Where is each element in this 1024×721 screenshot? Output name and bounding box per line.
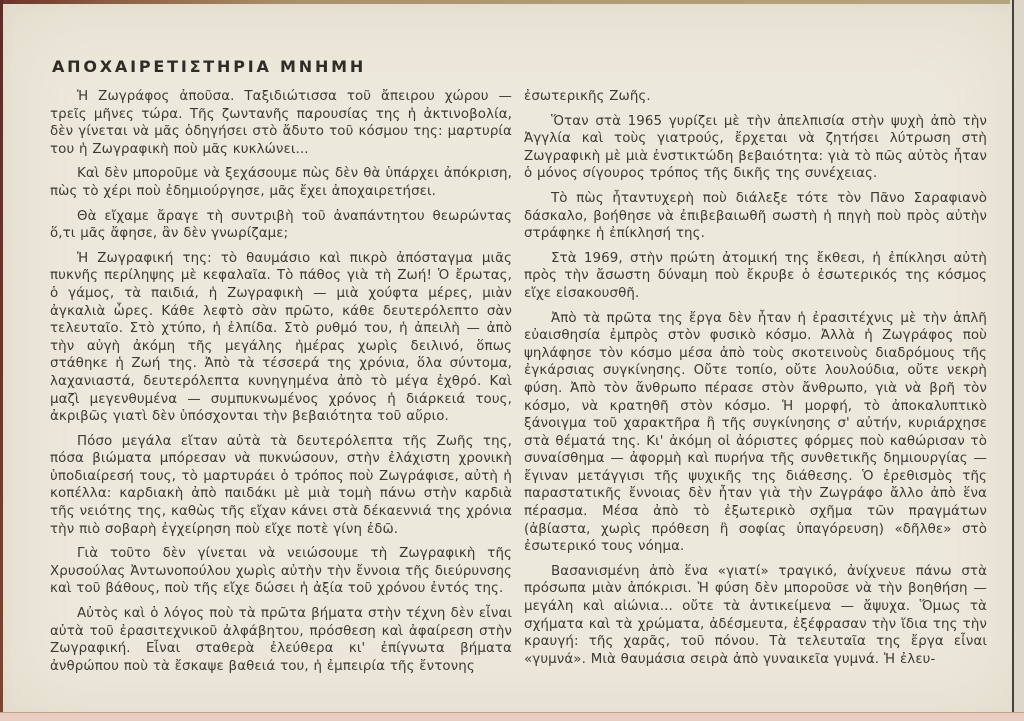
paragraph: Ἀπὸ τὰ πρῶτα της ἔργα δὲν ἦταν ἡ ἐρασιτέχνις μὲ τὴν ἁπλῆ εὐαισθησία ἐμπρὸς στὸν φυσικὸ κόσμο. Ἀλλὰ ἡ Ζωγράφος ποὺ ψηλάφησε τὸν κόσμο μέσα ἀπὸ τοὺς σκοτεινοὺς διαδρόμους τῆς ἐγκάρσιας συγκίνησης. Οὔτε τοπίο, οὔτε λουλούδια, οὔτε νεκρὴ φύση. Ἀπὸ τὸν ἄνθρωπο πέρασε στὸν ἄνθρωπο, γιὰ νὰ βρῆ τὸν κόσμο, νὰ κρατηθῆ στὸν κόσμο. Ἡ μορφή, τὸ ἀποκαλυπτικὸ ξάνοιγμα τοῦ χαρακτῆρα ἢ τῆς συγκίνησης σ' αὐτήν, κυριάρχησε στὰ θέματά της. Κι' ἀκόμη οἱ ἀόριστες φόρμες ποὺ καθώρισαν τὸ συναίσθημα — ἀφορμὴ καὶ πυρήνα τῆς συνθετικῆς δημιουργίας — ἔγιναν μετάγγισι τῆς ψυχικῆς της διάθεσης. Ὁ ἐρεθισμὸς τῆς παραστατικῆς ἔννοιας δὲν ἦταν γιὰ τὴν Ζωγράφο ἄλλο ἀπὸ ἕνα πέρασμα. Μέσα ἀπὸ τὸ ἐξωτερικὸ σχῆμα τῶν πραγμάτων (ἀβίαστα, χωρὶς πρόθεση ἢ σοφίας ὑπαγόρευση) «δῆλθε» στὸ ἐσωτερικό τους νόημα. xyxy=(524,310,987,555)
paragraph: Στὰ 1969, στὴν πρώτη ἀτομική της ἔκθεσι, ἡ ἐπίκλησι αὐτὴ πρὸς τὴν ἄσωστη δύναμη ποὺ ἔκρυβε ὁ ἐσωτερικός της κόσμος εἴχε εἰσακουσθῆ. xyxy=(524,250,987,301)
page-edge-left xyxy=(0,0,3,713)
text-column-left xyxy=(50,88,512,682)
paragraph: Γιὰ τοῦτο δὲν γίνεται νὰ νειώσουμε τὴ Ζωγραφικὴ τῆς Χρυσούλας Ἀντωνοπούλου χωρὶς αὐτὴν τὴν ἔννοια τῆς διεύρυνσης καὶ τοῦ βάθους, ποὺ τῆς εἴχε δώσει ἡ ἀξία τοῦ χρόνου ἐντός της. xyxy=(50,546,512,597)
page-edge-right-line xyxy=(1012,0,1014,713)
page-edge-right-margin xyxy=(1014,0,1024,713)
paragraph: Πόσο μεγάλα εἴταν αὐτὰ τὰ δευτερόλεπτα τῆς Ζωῆς της, πόσα βιώματα μπόρεσαν νὰ πυκνώσουν, στὴν ἐλάχιστη χρονικὴ ὑποδιαίρεσή τους, τὸ μαρτυράει ὁ τρόπος ποὺ Ζωγράφισε, αὐτὴ ἡ κοπέλλα: καρδιακὴ ἀπὸ παιδάκι μὲ μιὰ τομὴ πάνω στὴν καρδιὰ τῆς νειότης της, καθὼς τῆς εἴχαν κάνει στὰ δέκαεννιά της χρόνια τὴν πιὸ σοβαρὴ ἐγχείρηση ποὺ εἴχε ποτὲ γίνη ἐδῶ. xyxy=(50,433,512,537)
paragraph: Αὐτὸς καὶ ὁ λόγος ποὺ τὰ πρῶτα βήματα στὴν τέχνη δὲν εἶναι αὐτὰ τοῦ ἐρασιτεχνικοῦ ἀλφάβητου, πρόσθεση καὶ ἀφαίρεση στὴν Ζωγραφική. Εἶναι σταθερὰ ἐλεύθερα κι' ἐπίγνωτα βήματα ἀνθρώπου ποὺ τὰ ἔσκαψε βαθειά του, ἡ ἐμπειρία τῆς ἔντονης xyxy=(50,606,512,674)
page-edge-top xyxy=(0,0,1010,4)
paragraph: Ἡ Ζωγράφος ἀποῦσα. Ταξιδιώτισσα τοῦ ἄπειρου χώρου — τρεῖς μῆνες τώρα. Τῆς ζωντανῆς παρουσίας της ἡ ἀκτινοβολία, δὲν γίνεται νὰ μᾶς ὁδηγήσει στὸ ἄδυτο τοῦ κόσμου της: μαρτυρία του ἡ Ζωγραφικὴ ποὺ μᾶς κυκλώνει... xyxy=(50,89,512,157)
paragraph: Καὶ δὲν μποροῦμε νὰ ξεχάσουμε πὼς δὲν θὰ ὑπάρχει ἀπόκριση, πὼς τὸ χέρι ποὺ ἐδημιούργησε, μᾶς ἔχει ἀποχαιρετήσει. xyxy=(50,166,512,199)
page-title: ΑΠΟΧΑΙΡΕΤΙΣΤΗΡΙΑ ΜΝΗΜΗ xyxy=(52,56,367,76)
paragraph: ἐσωτερικῆς Ζωῆς. xyxy=(524,89,651,104)
text-column-right xyxy=(524,88,987,675)
paragraph: Ὅταν στὰ 1965 γυρίζει μὲ τὴν ἀπελπισία στὴν ψυχὴ ἀπὸ τὴν Ἀγγλία καὶ τοὺς γιατρούς, ἔρχεται νὰ ζητήσει λύτρωση στὴ Ζωγραφικὴ μὲ μιὰ ἐνστικτώδη βεβαιότητα: γιὰ τὸ πῶς αὐτὸς ἦταν ὁ μόνος σίγουρος τρόπος τῆς δικῆς της συνέχειας. xyxy=(524,113,987,182)
page-edge-bottom xyxy=(0,712,1024,721)
paragraph: Θὰ εἴχαμε ἄραγε τὴ συντριβὴ τοῦ ἀναπάντητου θεωρώντας ὅ,τι μᾶς ἄφησε, ἂν δὲν γνωρίζαμε; xyxy=(50,208,512,242)
paragraph: Τὸ πὼς ἦταντυχερὴ ποὺ διάλεξε τότε τὸν Πᾶνο Σαραφιανὸ δάσκαλο, βοήθησε νὰ ἐπιβεβαιωθῆ σωστὴ ἡ πηγὴ ποὺ πρὸς αὐτὴν στράφηκε ἡ ἐπίκλησή της. xyxy=(524,190,987,242)
paragraph: Ἡ Ζωγραφική της: τὸ θαυμάσιο καὶ πικρὸ ἀπόσταγμα μιᾶς πυκνῆς περίληψης μὲ κεφαλαῖα. Τὸ πάθος γιὰ τὴ Ζωή! Ὁ ἔρωτας, ὁ γάμος, τὰ παιδιά, ἡ Ζωγραφικὴ — μιὰ χούφτα μέρες, μιὰν ἀγκαλιὰ ὧρες. Κάθε λεφτὸ σὰν πρῶτο, κάθε δευτερόλεπτο σὰν τελευταῖο. Στὸ χτύπο, ἡ ἐλπίδα. Στὸ ρυθμό του, ἡ ἀπειλὴ — ἀπὸ τὴν αὐγὴ ἀκόμη τῆς μεγάλης ἡμέρας χωρὶς δειλινό, ὅπως στάθηκε ἡ Ζωή της. Ἀπὸ τὰ τέσσερά της χρόνια, ὅλα σύντομα, λαχανιαστά, δευτερόλεπτα κυνηγημένα ἀπὸ τὸ μέγα ἐχθρό. Καὶ μαζὶ μεγενθυμένα — συμπυκνωμένος χρόνος ἡ διάρκειά τους, ἀκριβῶς γιατὶ δὲν ὑπόσχονται τὴν βεβαιότητα τοῦ αὔριο. xyxy=(50,250,512,425)
paragraph: Βασανισμένη ἀπὸ ἕνα «γιατί» τραγικό, ἀνίχνευε πάνω στὰ πρόσωπα μιὰν ἀπόκρισι. Ἡ φύση δὲν μποροῦσε νὰ τὴν βοηθήση — μεγάλη καὶ αἰώνια... οὔτε τὰ ἀντικείμενα — ἄψυχα. Ὅμως τὰ σχήματα καὶ τὰ χρώματα, ἀδέσμευτα, ἐξέφρασαν τὴν ἴδια της τὴν κραυγή: τῆς χαρᾶς, τοῦ πόνου. Τὰ τελευταῖα της ἔργα εἶναι «γυμνά». Μιὰ θαυμάσια σειρὰ ἀπὸ γυναικεῖα γυμνά. Ἡ ἐλευ- xyxy=(524,563,987,667)
